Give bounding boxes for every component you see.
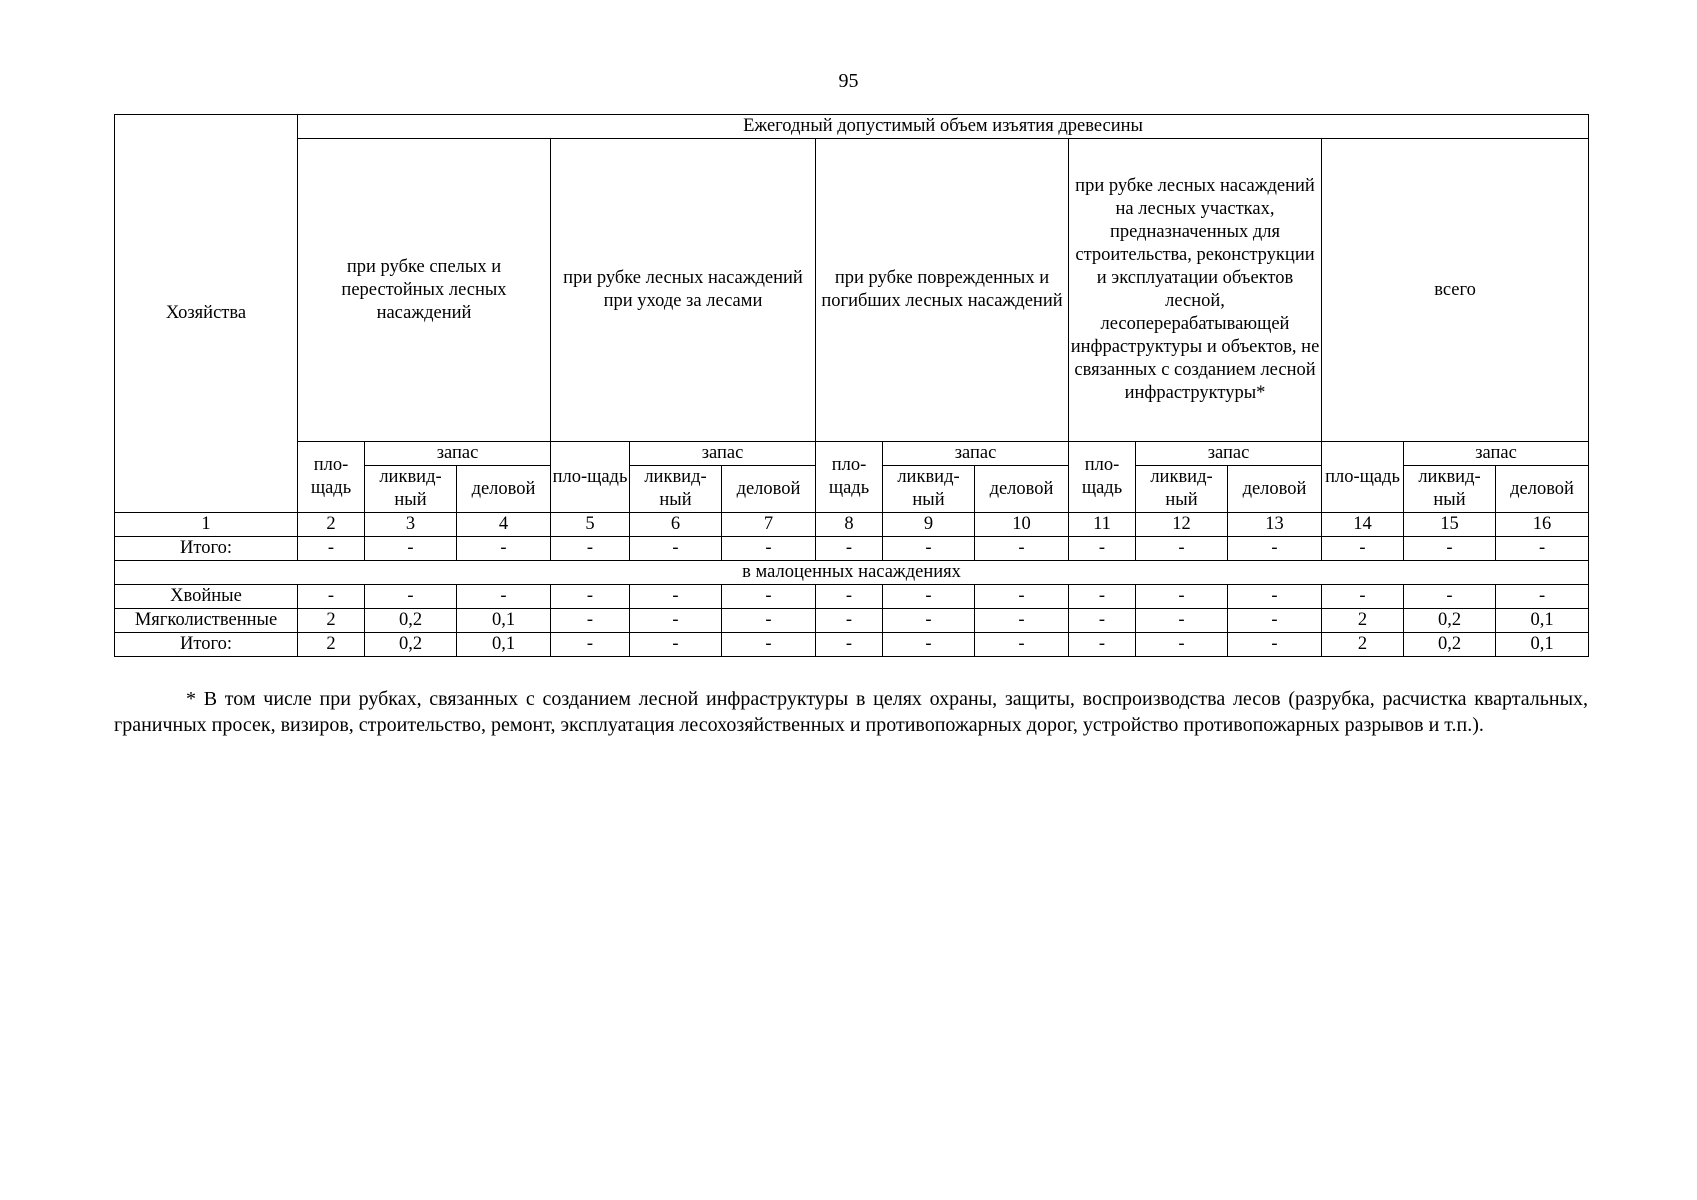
table-cell: -: [1322, 537, 1404, 561]
column-number: 9: [883, 513, 975, 537]
table-cell: -: [630, 609, 722, 633]
section-title: в малоценных насаждениях: [115, 561, 1589, 585]
column-number: 11: [1069, 513, 1136, 537]
table-cell: -: [883, 609, 975, 633]
table-cell: -: [551, 609, 630, 633]
row-label: Мягколиственные: [115, 609, 298, 633]
row-label: Итого:: [115, 633, 298, 657]
table-cell: -: [1136, 585, 1228, 609]
table-row: [115, 537, 1589, 561]
row-label: Хвойные: [115, 585, 298, 609]
table-cell: -: [883, 585, 975, 609]
table-cell: -: [551, 633, 630, 657]
header-group-damaged: при рубке поврежденных и погибших лесных насаждений: [816, 139, 1069, 442]
column-number: 15: [1404, 513, 1496, 537]
table-cell: -: [1136, 537, 1228, 561]
table-cell: -: [1228, 633, 1322, 657]
table-row: [115, 609, 1589, 633]
table-cell: -: [722, 633, 816, 657]
column-number-row: [115, 513, 1589, 537]
header-annual-volume: Ежегодный допустимый объем изъятия древесины: [298, 115, 1589, 139]
column-number: 10: [975, 513, 1069, 537]
table-cell: -: [365, 585, 457, 609]
table-cell: -: [1228, 537, 1322, 561]
table-cell: -: [1228, 609, 1322, 633]
header-business: деловой: [457, 466, 551, 513]
table-cell: 0,2: [1404, 633, 1496, 657]
header-group-mature: при рубке спелых и перестойных лесных насаждений: [298, 139, 551, 442]
header-area: пло-щадь: [551, 442, 630, 513]
header-area: пло-щадь: [1322, 442, 1404, 513]
table-cell: -: [365, 537, 457, 561]
column-number: 6: [630, 513, 722, 537]
table-cell: -: [630, 633, 722, 657]
table-cell: -: [457, 537, 551, 561]
table-cell: -: [975, 609, 1069, 633]
table-cell: -: [816, 609, 883, 633]
header-area: пло-щадь: [816, 442, 883, 513]
column-number: 2: [298, 513, 365, 537]
header-stock: запас: [1404, 442, 1589, 466]
column-number: 13: [1228, 513, 1322, 537]
header-area: пло-щадь: [1069, 442, 1136, 513]
header-households: Хозяйства: [115, 115, 298, 513]
table-cell: -: [1228, 585, 1322, 609]
header-stock: запас: [883, 442, 1069, 466]
column-number: 3: [365, 513, 457, 537]
table-cell: 2: [298, 609, 365, 633]
table-cell: -: [298, 537, 365, 561]
column-number: 4: [457, 513, 551, 537]
table-cell: -: [1322, 585, 1404, 609]
header-liquid: ликвид-ный: [365, 466, 457, 513]
column-number: 12: [1136, 513, 1228, 537]
table-cell: 2: [298, 633, 365, 657]
table-cell: -: [1069, 585, 1136, 609]
table-cell: -: [1136, 609, 1228, 633]
table-cell: -: [1069, 609, 1136, 633]
table-cell: -: [551, 585, 630, 609]
table-cell: 0,2: [1404, 609, 1496, 633]
table-row: [115, 633, 1589, 657]
header-liquid: ликвид-ный: [1136, 466, 1228, 513]
column-number: 7: [722, 513, 816, 537]
table-cell: 0,2: [365, 633, 457, 657]
table-cell: 0,1: [1496, 633, 1589, 657]
header-business: деловой: [1496, 466, 1589, 513]
header-liquid: ликвид-ный: [883, 466, 975, 513]
header-business: деловой: [1228, 466, 1322, 513]
table-cell: -: [975, 537, 1069, 561]
table-cell: -: [883, 537, 975, 561]
table-cell: -: [975, 633, 1069, 657]
table-cell: -: [1069, 633, 1136, 657]
page-number: 95: [838, 70, 859, 92]
header-group-total: всего: [1322, 139, 1589, 442]
table-cell: 2: [1322, 609, 1404, 633]
header-stock: запас: [630, 442, 816, 466]
table-cell: -: [816, 585, 883, 609]
column-number: 14: [1322, 513, 1404, 537]
footnote: * В том числе при рубках, связанных с созданием лесной инфраструктуры в целях охраны, защиты, воспроизводства лесов (разрубка, расчистка квартальных, граничных просек, визиров, строительство, ремонт, эксплуатация лесохозяйственных и противопожарных дорог, устройство противопожарных разрывов и т.п.).: [114, 688, 1588, 736]
harvest-volume-table: [114, 114, 1589, 657]
table-cell: -: [298, 585, 365, 609]
header-stock: запас: [365, 442, 551, 466]
header-liquid: ликвид-ный: [630, 466, 722, 513]
table-cell: -: [630, 537, 722, 561]
table-cell: -: [975, 585, 1069, 609]
header-business: деловой: [975, 466, 1069, 513]
header-liquid: ликвид-ный: [1404, 466, 1496, 513]
column-number: 16: [1496, 513, 1589, 537]
table-cell: -: [1404, 585, 1496, 609]
table-cell: -: [1496, 585, 1589, 609]
table-cell: -: [1404, 537, 1496, 561]
table-cell: 2: [1322, 633, 1404, 657]
header-group-construction: при рубке лесных насаждений на лесных участках, предназначенных для строительства, реконструкции и эксплуатации объектов лесной, лесоперерабатывающей инфраструктуры и объектов, не связанных с созданием лесной инфраструктуры*: [1069, 139, 1322, 442]
table-cell: -: [457, 585, 551, 609]
table-cell: -: [722, 537, 816, 561]
column-number: 5: [551, 513, 630, 537]
table-row: [115, 585, 1589, 609]
table-cell: -: [630, 585, 722, 609]
header-stock: запас: [1136, 442, 1322, 466]
table-cell: 0,2: [365, 609, 457, 633]
table-cell: -: [551, 537, 630, 561]
table-cell: -: [816, 537, 883, 561]
table-cell: 0,1: [1496, 609, 1589, 633]
header-business: деловой: [722, 466, 816, 513]
column-number: 1: [115, 513, 298, 537]
table-cell: -: [883, 633, 975, 657]
table-cell: -: [722, 609, 816, 633]
column-number: 8: [816, 513, 883, 537]
table-cell: -: [1136, 633, 1228, 657]
header-group-care: при рубке лесных насаждений при уходе за лесами: [551, 139, 816, 442]
header-area: пло-щадь: [298, 442, 365, 513]
table-cell: 0,1: [457, 633, 551, 657]
table-cell: -: [722, 585, 816, 609]
row-label: Итого:: [115, 537, 298, 561]
table-cell: -: [816, 633, 883, 657]
table-cell: -: [1069, 537, 1136, 561]
table-cell: -: [1496, 537, 1589, 561]
table-cell: 0,1: [457, 609, 551, 633]
